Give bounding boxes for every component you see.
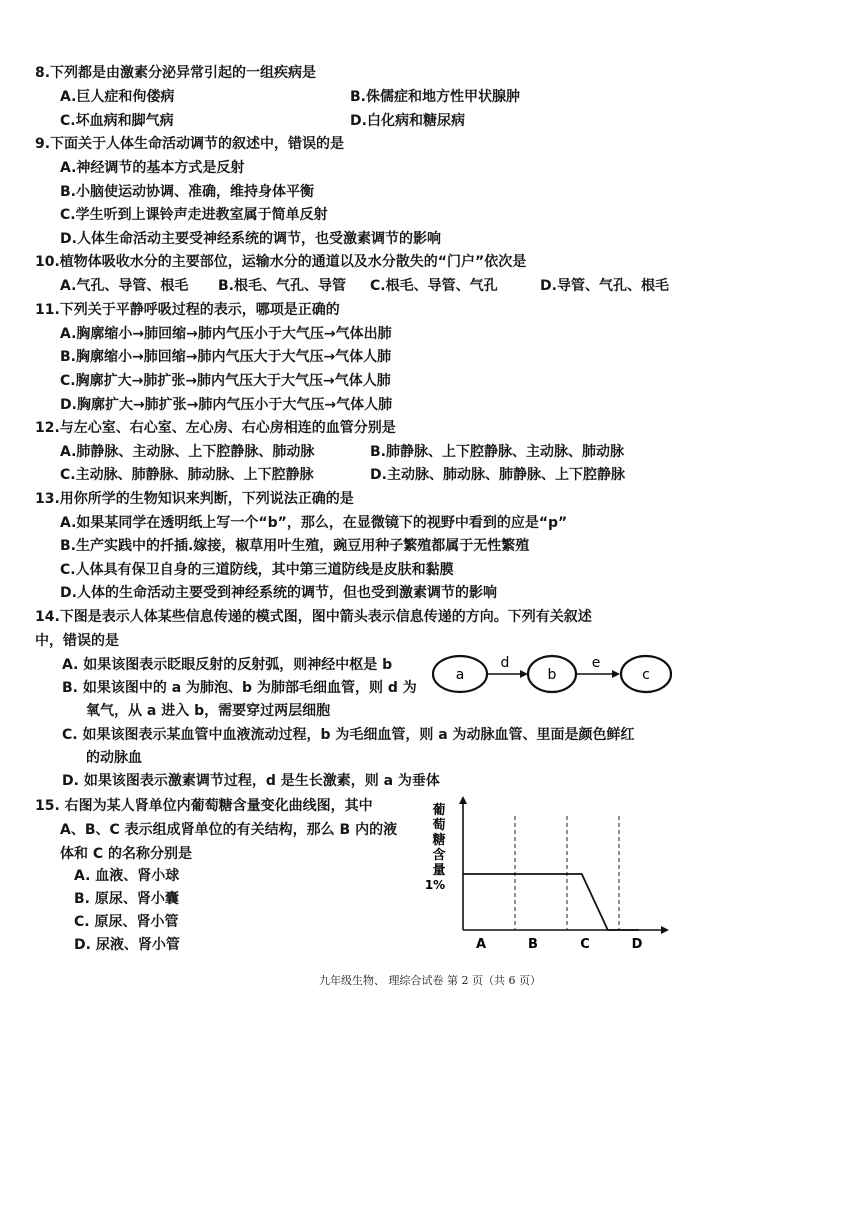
signal-flow-diagram [430,650,680,700]
q12-option-c: C.主动脉、肺静脉、肺动脉、上下腔静脉 [60,467,314,483]
page-footer: 九年级生物、 理综合试卷 第 2 页（共 6 页） [319,974,541,987]
q15-option-c: C. 原尿、肾小管 [74,914,179,930]
x-tick-label: D [631,937,643,952]
y-tick-label: 1% [424,878,446,892]
q8-option-b: B.侏儒症和地方性甲状腺肿 [350,89,520,105]
q11-stem: 11.下列关于平静呼吸过程的表示，哪项是正确的 [35,302,340,318]
q10-option-b: B.根毛、气孔、导管 [218,278,346,294]
q8-option-c: C.坏血病和脚气病 [60,113,174,129]
edge-e-arrowhead [612,670,620,678]
x-tick-label: A [475,937,487,952]
q12-stem: 12.与左心室、右心室、左心房、右心房相连的血管分别是 [35,420,396,436]
q15-option-d: D. 尿液、肾小管 [74,937,180,953]
q11-option-c: C.胸廓扩大→肺扩张→肺内气压大于大气压→气体人肺 [60,373,391,389]
node-a-label: a [455,667,465,683]
q13-option-a: A.如果某同学在透明纸上写一个“b”，那么，在显微镜下的视野中看到的应是“p” [60,515,568,531]
q13-option-d: D.人体的生命活动主要受到神经系统的调节，但也受到激素调节的影响 [60,585,497,601]
glucose-series-line [463,874,639,930]
q13-option-b: B.生产实践中的扦插.嫁接，椒草用叶生殖，豌豆用种子繁殖都属于无性繁殖 [60,538,530,554]
q9-option-d: D.人体生命活动主要受神经系统的调节，也受激素调节的影响 [60,231,441,247]
q14-option-a: A. 如果该图表示眨眼反射的反射弧，则神经中枢是 b [62,657,393,673]
q8-option-d: D.白化病和糖尿病 [350,113,465,129]
y-axis-label-char: 量 [432,863,446,878]
q9-option-b: B.小脑使运动协调、准确，维持身体平衡 [60,184,314,200]
q12-option-d: D.主动脉、肺动脉、肺静脉、上下腔静脉 [370,467,625,483]
q8-stem: 8.下列都是由激素分泌异常引起的一组疾病是 [35,65,317,81]
q9-stem: 9.下面关于人体生命活动调节的叙述中，错误的是 [35,136,345,152]
q14-stem-line2: 中，错误的是 [35,633,119,649]
glucose-chart [415,792,675,957]
y-axis-label [431,802,445,878]
q10-stem: 10.植物体吸收水分的主要部位，运输水分的通道以及水分散失的“门户”依次是 [35,254,527,270]
chart-gridlines [515,816,619,930]
q15-stem-line2: A、B、C 表示组成肾单位的有关结构，那么 B 内的液 [60,822,398,838]
x-tick-label: C [580,937,590,952]
q13-option-c: C.人体具有保卫自身的三道防线，其中第三道防线是皮肤和黏膜 [60,562,454,578]
q12-option-b: B.肺静脉、上下腔静脉、主动脉、肺动脉 [370,444,624,460]
q14-stem-line1: 14.下图是表示人体某些信息传递的模式图，图中箭头表示信息传递的方向。下列有关叙述 [35,609,592,625]
q15-option-a: A. 血液、肾小球 [74,868,180,884]
q8-option-a: A.巨人症和佝偻病 [60,89,175,105]
q10-option-c: C.根毛、导管、气孔 [370,278,498,294]
q11-option-b: B.胸廓缩小→肺回缩→肺内气压大于大气压→气体人肺 [60,349,392,365]
y-axis-arrowhead [459,796,467,804]
x-tick-labels [476,937,643,952]
edge-d-label: d [500,655,510,671]
y-axis-label-char: 糖 [432,833,446,848]
q14-option-b-line2: 氧气，从 a 进入 b，需要穿过两层细胞 [86,703,331,719]
node-c-label: c [642,667,650,683]
y-axis-label-char: 含 [432,848,446,863]
q9-option-c: C.学生听到上课铃声走进教室属于简单反射 [60,207,328,223]
q15-option-b: B. 原尿、肾小囊 [74,891,179,907]
q9-option-a: A.神经调节的基本方式是反射 [60,160,245,176]
q14-option-c-line2: 的动脉血 [86,750,142,766]
q11-option-d: D.胸廓扩大→肺扩张→肺内气压小于大气压→气体人肺 [60,397,393,413]
edge-e-label: e [591,655,601,671]
edge-d-arrowhead [520,670,528,678]
q15-stem-line3: 体和 C 的名称分别是 [60,846,193,862]
q13-stem: 13.用你所学的生物知识来判断，下列说法正确的是 [35,491,354,507]
q10-option-a: A.气孔、导管、根毛 [60,278,189,294]
q11-option-a: A.胸廓缩小→肺回缩→肺内气压小于大气压→气体出肺 [60,326,392,342]
q14-option-d: D. 如果该图表示激素调节过程，d 是生长激素，则 a 为垂体 [62,773,440,789]
node-b-label: b [547,667,557,683]
q10-option-d: D.导管、气孔、根毛 [540,278,669,294]
q14-option-c-line1: C. 如果该图表示某血管中血液流动过程，b 为毛细血管，则 a 为动脉血管、里面是颜色鲜红 [62,727,635,743]
q15-stem-line1: 15. 右图为某人肾单位内葡萄糖含量变化曲线图，其中 [35,798,373,814]
q12-option-a: A.肺静脉、主动脉、上下腔静脉、肺动脉 [60,444,315,460]
x-axis-arrowhead [661,926,669,934]
q14-option-b-line1: B. 如果该图中的 a 为肺泡、b 为肺部毛细血管，则 d 为 [62,680,417,696]
x-tick-label: B [528,937,538,952]
y-axis-label-char: 葡 [432,803,446,818]
y-axis-label-char: 萄 [432,818,446,833]
